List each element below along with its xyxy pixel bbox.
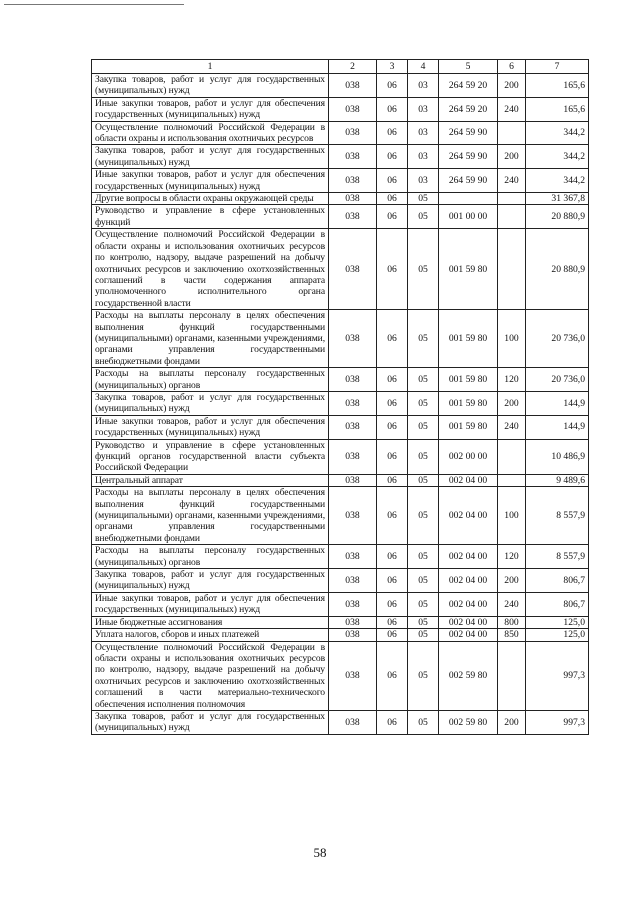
- table-row: [92, 310, 589, 368]
- row-description: Иные закупки товаров, работ и услуг для обеспечения государственных (муниципальных) нужд: [92, 415, 329, 439]
- row-expense-type: [498, 474, 526, 486]
- row-section-code: 06: [377, 616, 408, 628]
- row-admin-code: 038: [329, 391, 377, 415]
- row-admin-code: 038: [329, 616, 377, 628]
- row-amount: 125,0: [526, 629, 589, 641]
- row-admin-code: 038: [329, 368, 377, 392]
- row-target-article: 002 04 00: [439, 592, 498, 616]
- row-target-article: 002 04 00: [439, 545, 498, 569]
- row-expense-type: 800: [498, 616, 526, 628]
- row-section-code: 06: [377, 439, 408, 474]
- row-target-article: 002 59 80: [439, 710, 498, 734]
- row-description: Иные закупки товаров, работ и услуг для обеспечения государственных (муниципальных) нужд: [92, 592, 329, 616]
- row-section-code: 06: [377, 391, 408, 415]
- row-description: Осуществление полномочий Российской Федерации в области охраны и использования охотничьих ресурсов по контролю, надзору, выдаче разрешений на добычу охотничьих ресурсов и заключению охотхозяйственных соглашений в части материально-технического обеспечения исполнения полномочия: [92, 641, 329, 710]
- row-expense-type: 100: [498, 310, 526, 368]
- row-amount: 806,7: [526, 592, 589, 616]
- row-description: Закупка товаров, работ и услуг для государственных (муниципальных) нужд: [92, 391, 329, 415]
- row-subsection-code: 05: [408, 415, 439, 439]
- row-section-code: 06: [377, 74, 408, 98]
- row-section-code: 06: [377, 97, 408, 121]
- row-expense-type: 200: [498, 391, 526, 415]
- row-subsection-code: 03: [408, 121, 439, 145]
- table-row: [92, 474, 589, 486]
- row-description: Закупка товаров, работ и услуг для государственных (муниципальных) нужд: [92, 145, 329, 169]
- table-row: [92, 368, 589, 392]
- row-target-article: 002 00 00: [439, 439, 498, 474]
- col-header-7: 7: [526, 60, 589, 74]
- row-subsection-code: 05: [408, 710, 439, 734]
- row-description: Осуществление полномочий Российской Федерации в области охраны и использования охотничьих ресурсов: [92, 121, 329, 145]
- row-expense-type: 240: [498, 415, 526, 439]
- row-admin-code: 038: [329, 193, 377, 205]
- row-subsection-code: 05: [408, 592, 439, 616]
- row-admin-code: 038: [329, 205, 377, 229]
- row-section-code: 06: [377, 710, 408, 734]
- row-target-article: 002 04 00: [439, 629, 498, 641]
- row-expense-type: 120: [498, 545, 526, 569]
- table-row: [92, 415, 589, 439]
- row-admin-code: 038: [329, 641, 377, 710]
- row-target-article: 001 59 80: [439, 229, 498, 310]
- row-amount: 165,6: [526, 97, 589, 121]
- row-section-code: 06: [377, 193, 408, 205]
- row-section-code: 06: [377, 310, 408, 368]
- row-expense-type: 200: [498, 145, 526, 169]
- row-description: Закупка товаров, работ и услуг для государственных (муниципальных) нужд: [92, 74, 329, 98]
- row-target-article: 001 59 80: [439, 415, 498, 439]
- row-admin-code: 038: [329, 169, 377, 193]
- row-section-code: 06: [377, 474, 408, 486]
- row-expense-type: 200: [498, 710, 526, 734]
- row-amount: 20 880,9: [526, 205, 589, 229]
- row-amount: 344,2: [526, 121, 589, 145]
- top-rule: [4, 4, 184, 5]
- row-expense-type: 240: [498, 169, 526, 193]
- table-row: [92, 391, 589, 415]
- row-description: Руководство и управление в сфере установленных функций органов государственной власти субъекта Российской Федерации: [92, 439, 329, 474]
- row-description: Расходы на выплаты персоналу в целях обеспечения выполнения функций государственными (муниципальными) органами, казенными учреждениями, органами управления государственными внебюджетными фондами: [92, 487, 329, 545]
- row-expense-type: 100: [498, 487, 526, 545]
- row-amount: 20 880,9: [526, 229, 589, 310]
- table-row: [92, 193, 589, 205]
- row-admin-code: 038: [329, 487, 377, 545]
- row-admin-code: 038: [329, 145, 377, 169]
- row-amount: 20 736,0: [526, 368, 589, 392]
- budget-table: [91, 59, 589, 735]
- row-section-code: 06: [377, 569, 408, 593]
- row-target-article: 002 04 00: [439, 616, 498, 628]
- row-amount: 9 489,6: [526, 474, 589, 486]
- row-expense-type: 200: [498, 74, 526, 98]
- row-target-article: 264 59 20: [439, 74, 498, 98]
- row-section-code: 06: [377, 641, 408, 710]
- page-number: 58: [313, 845, 327, 860]
- row-section-code: 06: [377, 545, 408, 569]
- row-target-article: 264 59 90: [439, 121, 498, 145]
- row-description: Уплата налогов, сборов и иных платежей: [92, 629, 329, 641]
- row-subsection-code: 05: [408, 569, 439, 593]
- row-expense-type: [498, 229, 526, 310]
- row-target-article: [439, 193, 498, 205]
- row-description: Иные закупки товаров, работ и услуг для обеспечения государственных (муниципальных) нужд: [92, 169, 329, 193]
- row-description: Другие вопросы в области охраны окружающей среды: [92, 193, 329, 205]
- row-section-code: 06: [377, 592, 408, 616]
- row-amount: 20 736,0: [526, 310, 589, 368]
- row-expense-type: [498, 193, 526, 205]
- row-admin-code: 038: [329, 710, 377, 734]
- row-admin-code: 038: [329, 121, 377, 145]
- table-row: [92, 74, 589, 98]
- table-row: [92, 569, 589, 593]
- row-expense-type: [498, 439, 526, 474]
- row-admin-code: 038: [329, 97, 377, 121]
- row-subsection-code: 05: [408, 193, 439, 205]
- row-expense-type: 240: [498, 592, 526, 616]
- row-section-code: 06: [377, 145, 408, 169]
- table-row: [92, 205, 589, 229]
- row-description: Закупка товаров, работ и услуг для государственных (муниципальных) нужд: [92, 710, 329, 734]
- row-subsection-code: 03: [408, 169, 439, 193]
- header-row: [92, 60, 589, 74]
- row-section-code: 06: [377, 121, 408, 145]
- row-description: Иные закупки товаров, работ и услуг для обеспечения государственных (муниципальных) нужд: [92, 97, 329, 121]
- row-section-code: 06: [377, 169, 408, 193]
- row-subsection-code: 03: [408, 145, 439, 169]
- row-expense-type: 850: [498, 629, 526, 641]
- row-expense-type: [498, 205, 526, 229]
- row-target-article: 002 04 00: [439, 474, 498, 486]
- row-admin-code: 038: [329, 592, 377, 616]
- row-subsection-code: 05: [408, 439, 439, 474]
- table-row: [92, 629, 589, 641]
- row-subsection-code: 05: [408, 616, 439, 628]
- row-subsection-code: 05: [408, 310, 439, 368]
- col-header-1: 1: [92, 60, 329, 74]
- row-subsection-code: 05: [408, 629, 439, 641]
- row-target-article: 001 00 00: [439, 205, 498, 229]
- row-amount: 10 486,9: [526, 439, 589, 474]
- row-description: Иные бюджетные ассигнования: [92, 616, 329, 628]
- row-subsection-code: 05: [408, 229, 439, 310]
- row-admin-code: 038: [329, 310, 377, 368]
- table-row: [92, 121, 589, 145]
- table-row: [92, 97, 589, 121]
- row-target-article: 002 59 80: [439, 641, 498, 710]
- row-subsection-code: 05: [408, 487, 439, 545]
- row-subsection-code: 05: [408, 205, 439, 229]
- table-row: [92, 145, 589, 169]
- row-admin-code: 038: [329, 415, 377, 439]
- row-admin-code: 038: [329, 545, 377, 569]
- row-admin-code: 038: [329, 229, 377, 310]
- row-target-article: 001 59 80: [439, 391, 498, 415]
- row-subsection-code: 05: [408, 641, 439, 710]
- row-description: Руководство и управление в сфере установленных функций: [92, 205, 329, 229]
- row-section-code: 06: [377, 415, 408, 439]
- row-amount: 344,2: [526, 169, 589, 193]
- col-header-4: 4: [408, 60, 439, 74]
- table-row: [92, 641, 589, 710]
- row-admin-code: 038: [329, 74, 377, 98]
- row-amount: 344,2: [526, 145, 589, 169]
- row-admin-code: 038: [329, 569, 377, 593]
- table-row: [92, 616, 589, 628]
- row-amount: 997,3: [526, 710, 589, 734]
- col-header-3: 3: [377, 60, 408, 74]
- row-amount: 8 557,9: [526, 545, 589, 569]
- row-amount: 806,7: [526, 569, 589, 593]
- col-header-2: 2: [329, 60, 377, 74]
- row-expense-type: [498, 641, 526, 710]
- row-amount: 125,0: [526, 616, 589, 628]
- row-expense-type: [498, 121, 526, 145]
- row-target-article: 264 59 90: [439, 169, 498, 193]
- table-row: [92, 169, 589, 193]
- table-row: [92, 229, 589, 310]
- row-description: Расходы на выплаты персоналу государственных (муниципальных) органов: [92, 368, 329, 392]
- row-target-article: 001 59 80: [439, 310, 498, 368]
- row-admin-code: 038: [329, 439, 377, 474]
- row-expense-type: 200: [498, 569, 526, 593]
- table-row: [92, 592, 589, 616]
- row-subsection-code: 03: [408, 74, 439, 98]
- row-section-code: 06: [377, 368, 408, 392]
- table-row: [92, 710, 589, 734]
- row-amount: 165,6: [526, 74, 589, 98]
- row-target-article: 002 04 00: [439, 569, 498, 593]
- table-row: [92, 487, 589, 545]
- row-subsection-code: 03: [408, 97, 439, 121]
- row-section-code: 06: [377, 629, 408, 641]
- row-expense-type: 240: [498, 97, 526, 121]
- row-description: Закупка товаров, работ и услуг для государственных (муниципальных) нужд: [92, 569, 329, 593]
- row-target-article: 002 04 00: [439, 487, 498, 545]
- row-subsection-code: 05: [408, 545, 439, 569]
- row-amount: 31 367,8: [526, 193, 589, 205]
- row-admin-code: 038: [329, 474, 377, 486]
- row-amount: 144,9: [526, 415, 589, 439]
- row-amount: 997,3: [526, 641, 589, 710]
- row-section-code: 06: [377, 229, 408, 310]
- row-admin-code: 038: [329, 629, 377, 641]
- row-section-code: 06: [377, 487, 408, 545]
- row-section-code: 06: [377, 205, 408, 229]
- row-amount: 8 557,9: [526, 487, 589, 545]
- row-target-article: 001 59 80: [439, 368, 498, 392]
- row-description: Осуществление полномочий Российской Федерации в области охраны и использования охотничьих ресурсов по контролю, надзору, выдаче разрешений на добычу охотничьих ресурсов и заключению охотхозяйственных соглашений в части содержания аппарата уполномоченного исполнительного органа государственной власти: [92, 229, 329, 310]
- row-subsection-code: 05: [408, 391, 439, 415]
- row-expense-type: 120: [498, 368, 526, 392]
- row-target-article: 264 59 20: [439, 97, 498, 121]
- row-description: Расходы на выплаты персоналу в целях обеспечения выполнения функций государственными (муниципальными) органами, казенными учреждениями, органами управления государственными внебюджетными фондами: [92, 310, 329, 368]
- table-row: [92, 545, 589, 569]
- row-subsection-code: 05: [408, 474, 439, 486]
- row-description: Расходы на выплаты персоналу государственных (муниципальных) органов: [92, 545, 329, 569]
- col-header-5: 5: [439, 60, 498, 74]
- table-row: [92, 439, 589, 474]
- row-amount: 144,9: [526, 391, 589, 415]
- row-target-article: 264 59 90: [439, 145, 498, 169]
- col-header-6: 6: [498, 60, 526, 74]
- row-subsection-code: 05: [408, 368, 439, 392]
- row-description: Центральный аппарат: [92, 474, 329, 486]
